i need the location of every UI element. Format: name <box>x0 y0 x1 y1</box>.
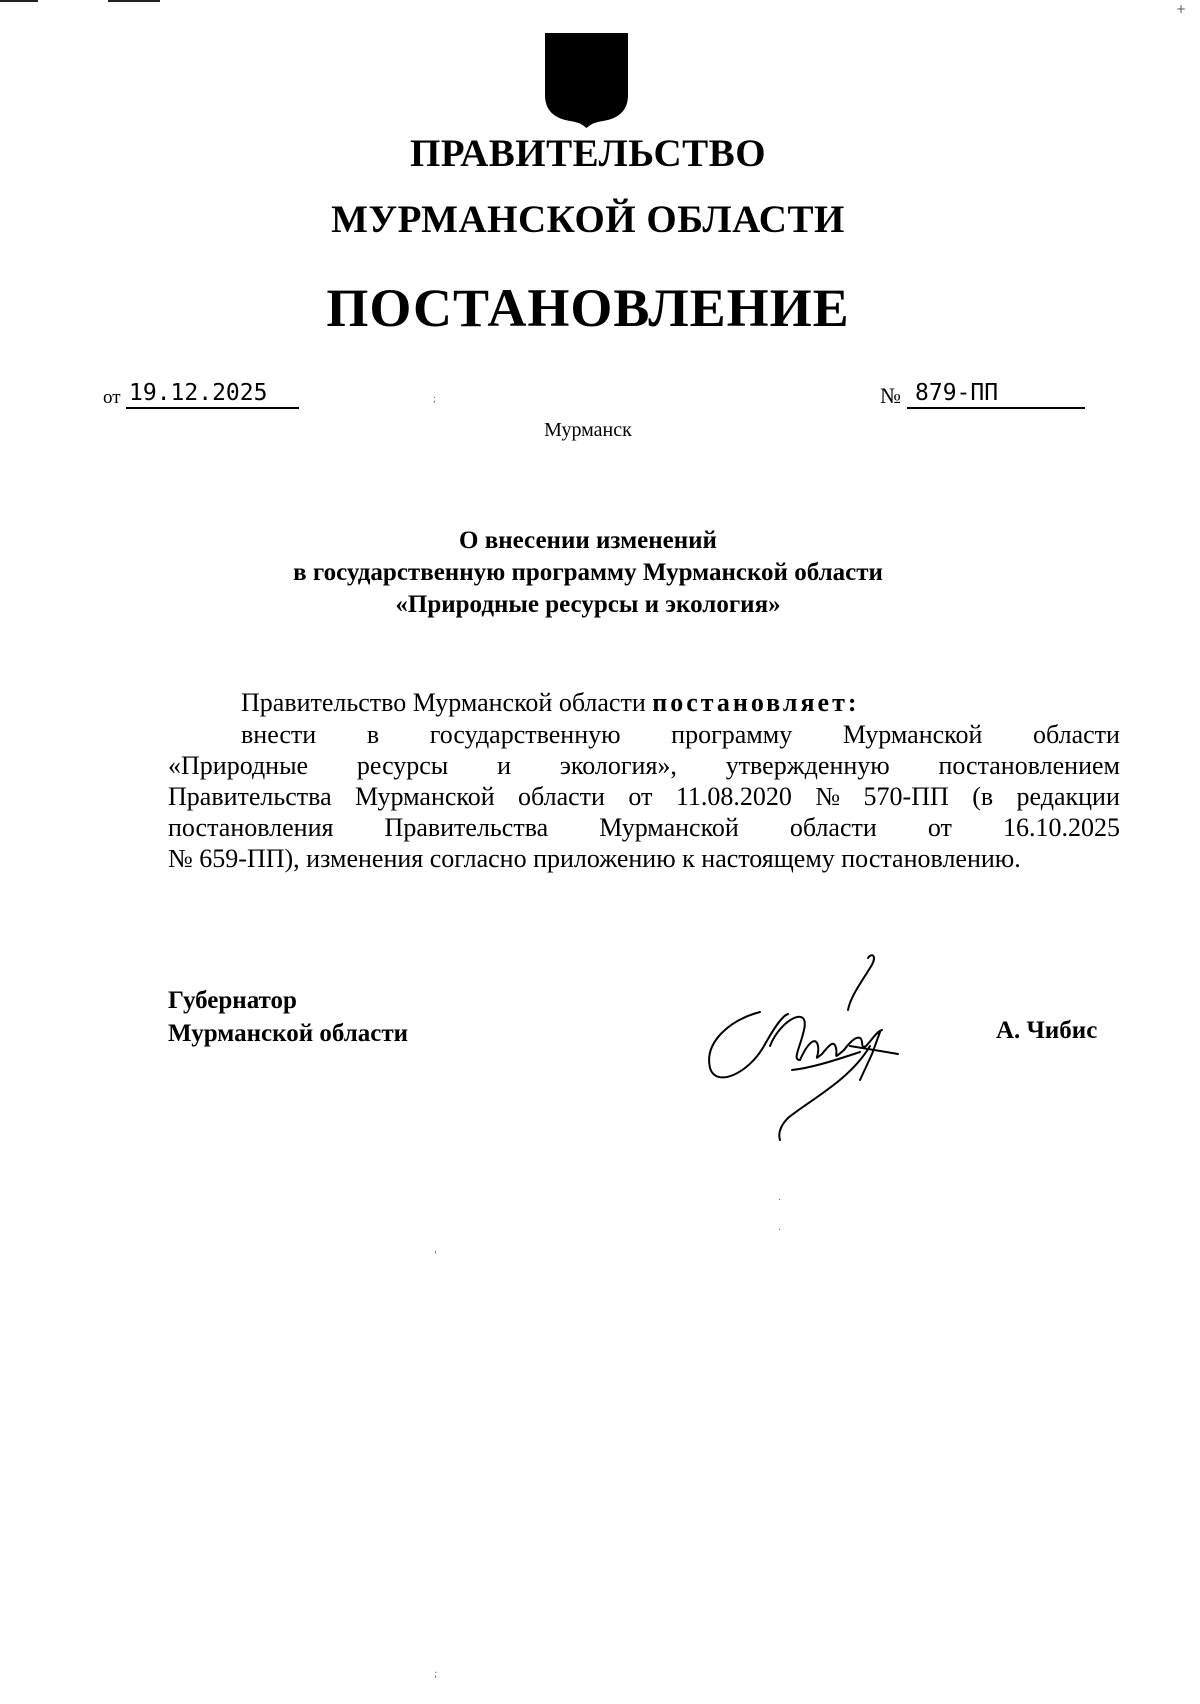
signature-icon <box>700 950 920 1150</box>
scan-speck: · <box>778 1225 782 1236</box>
paragraph-line: Правительства Мурманской области от 11.08.2020 № 570-ПП (в редакции <box>168 782 1120 811</box>
date-prefix: от <box>103 387 121 408</box>
intro-text: Правительство Мурманской области <box>241 688 653 717</box>
paragraph-line: постановления Правительства Мурманской области от 16.10.2025 <box>168 813 1120 842</box>
paragraph-line: «Природные ресурсы и экология», утвержденную постановлением <box>168 751 1120 780</box>
scan-artifact-mark: + <box>1176 2 1187 16</box>
scan-artifact-line <box>0 0 38 2</box>
scan-speck: · <box>778 1195 782 1206</box>
subject-line: О внесении изменений <box>459 527 717 554</box>
scan-speck: ; <box>434 1669 438 1680</box>
signer-name: А. Чибис <box>996 1017 1098 1044</box>
document-number: 879-ПП <box>907 379 1085 409</box>
scan-speck: ; <box>433 394 437 405</box>
organization-name-line-2: МУРМАНСКОЙ ОБЛАСТИ <box>331 198 845 241</box>
coat-of-arms-icon <box>545 33 628 128</box>
document-type-title: ПОСТАНОВЛЕНИЕ <box>326 278 850 338</box>
signer-position-line: Мурманской области <box>168 1020 409 1047</box>
signer-position-line: Губернатор <box>168 987 297 1014</box>
paragraph-line: внести в государственную программу Мурманской области <box>241 720 1120 749</box>
subject-line: «Природные ресурсы и экология» <box>395 591 781 618</box>
paragraph-line: № 659-ПП), изменения согласно приложению к настоящему постановлению. <box>168 844 1021 873</box>
scan-artifact-line <box>108 0 160 2</box>
document-date: 19.12.2025 <box>126 379 299 409</box>
intro-emphasis: постановляет: <box>652 688 860 717</box>
scan-speck: ' <box>434 1250 437 1261</box>
organization-name-line-1: ПРАВИТЕЛЬСТВО <box>409 132 767 175</box>
signer-position <box>168 984 408 1050</box>
document-subject <box>0 525 1176 621</box>
subject-line: в государственную программу Мурманской области <box>293 559 883 586</box>
city-name: Мурманск <box>544 419 632 441</box>
number-prefix: № <box>880 383 901 408</box>
resolution-intro <box>241 688 860 718</box>
resolution-paragraph <box>168 719 1120 874</box>
